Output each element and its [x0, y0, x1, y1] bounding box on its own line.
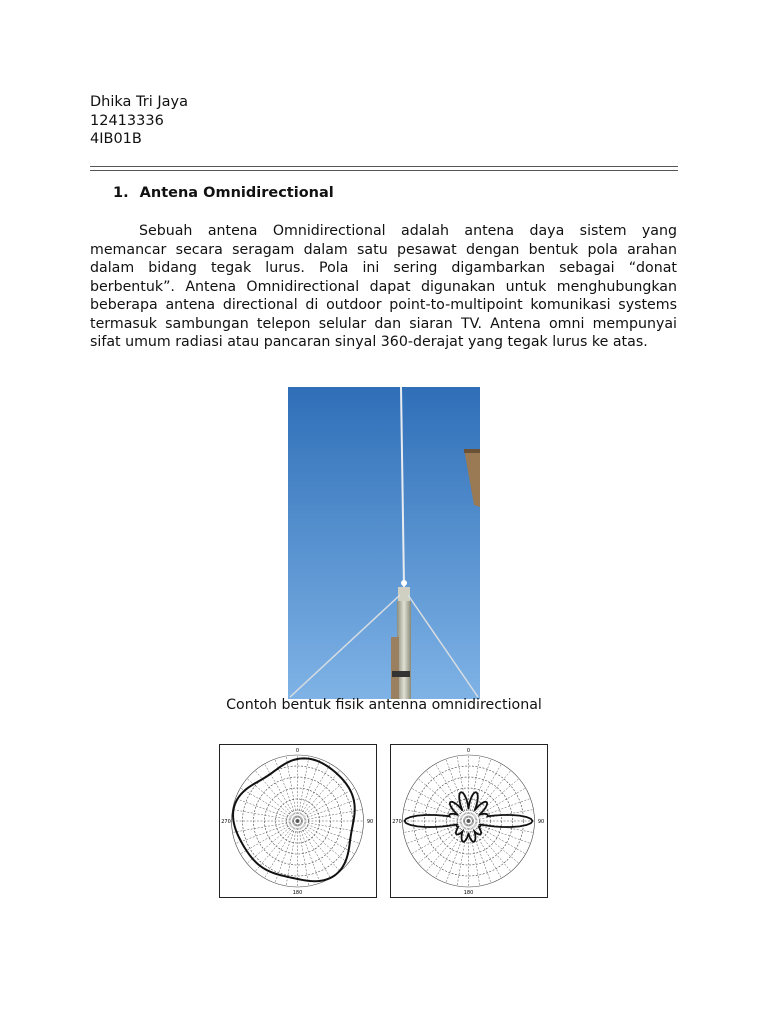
- polar-top-label: 0: [295, 748, 300, 754]
- section-number: 1.: [113, 185, 129, 201]
- antenna-image: [288, 387, 480, 699]
- author-npm: 12413336: [90, 112, 164, 129]
- polar-right-label: 90: [537, 819, 545, 825]
- polar-bottom-label: 180: [292, 890, 303, 896]
- divider-line: [90, 170, 678, 171]
- author-name: Dhika Tri Jaya: [90, 94, 188, 110]
- polar-left-label: 270: [392, 819, 402, 825]
- section-heading: [113, 185, 334, 201]
- author-class: 4IB01B: [90, 131, 142, 147]
- antenna-photo: [288, 387, 480, 699]
- polar-bottom-label: 180: [463, 890, 474, 896]
- polar-top-label: 0: [466, 748, 471, 754]
- author-block: [90, 93, 188, 149]
- figure-caption: Contoh bentuk fisik antenna omnidirectional: [226, 697, 542, 713]
- section-title: Antena Omnidirectional: [139, 185, 334, 201]
- polar-plot-directional: [390, 744, 548, 898]
- polar-chart: [220, 745, 375, 896]
- body-paragraph: Sebuah antena Omnidirectional adalah antena daya sistem yang memancar secara seragam dalam satu pesawat dengan bentuk pola arahan dalam bidang tegak lurus. Pola ini sering digambarkan sebagai “donat berbentuk”. Antena Omnidirectional dapat digunakan untuk menghubungkan beberapa antena directional di outdoor point-to-multipoint komunikasi systems termasuk sambungan telepon selular dan siaran TV. Antena omni mempunyai sifat umum radiasi atau pancaran sinyal 360-derajat yang tegak lurus ke atas.: [90, 223, 677, 350]
- divider-line: [90, 166, 678, 167]
- polar-plot-omni: [219, 744, 377, 898]
- polar-left-label: 270: [221, 819, 231, 825]
- polar-right-label: 90: [366, 819, 374, 825]
- polar-chart: [391, 745, 546, 896]
